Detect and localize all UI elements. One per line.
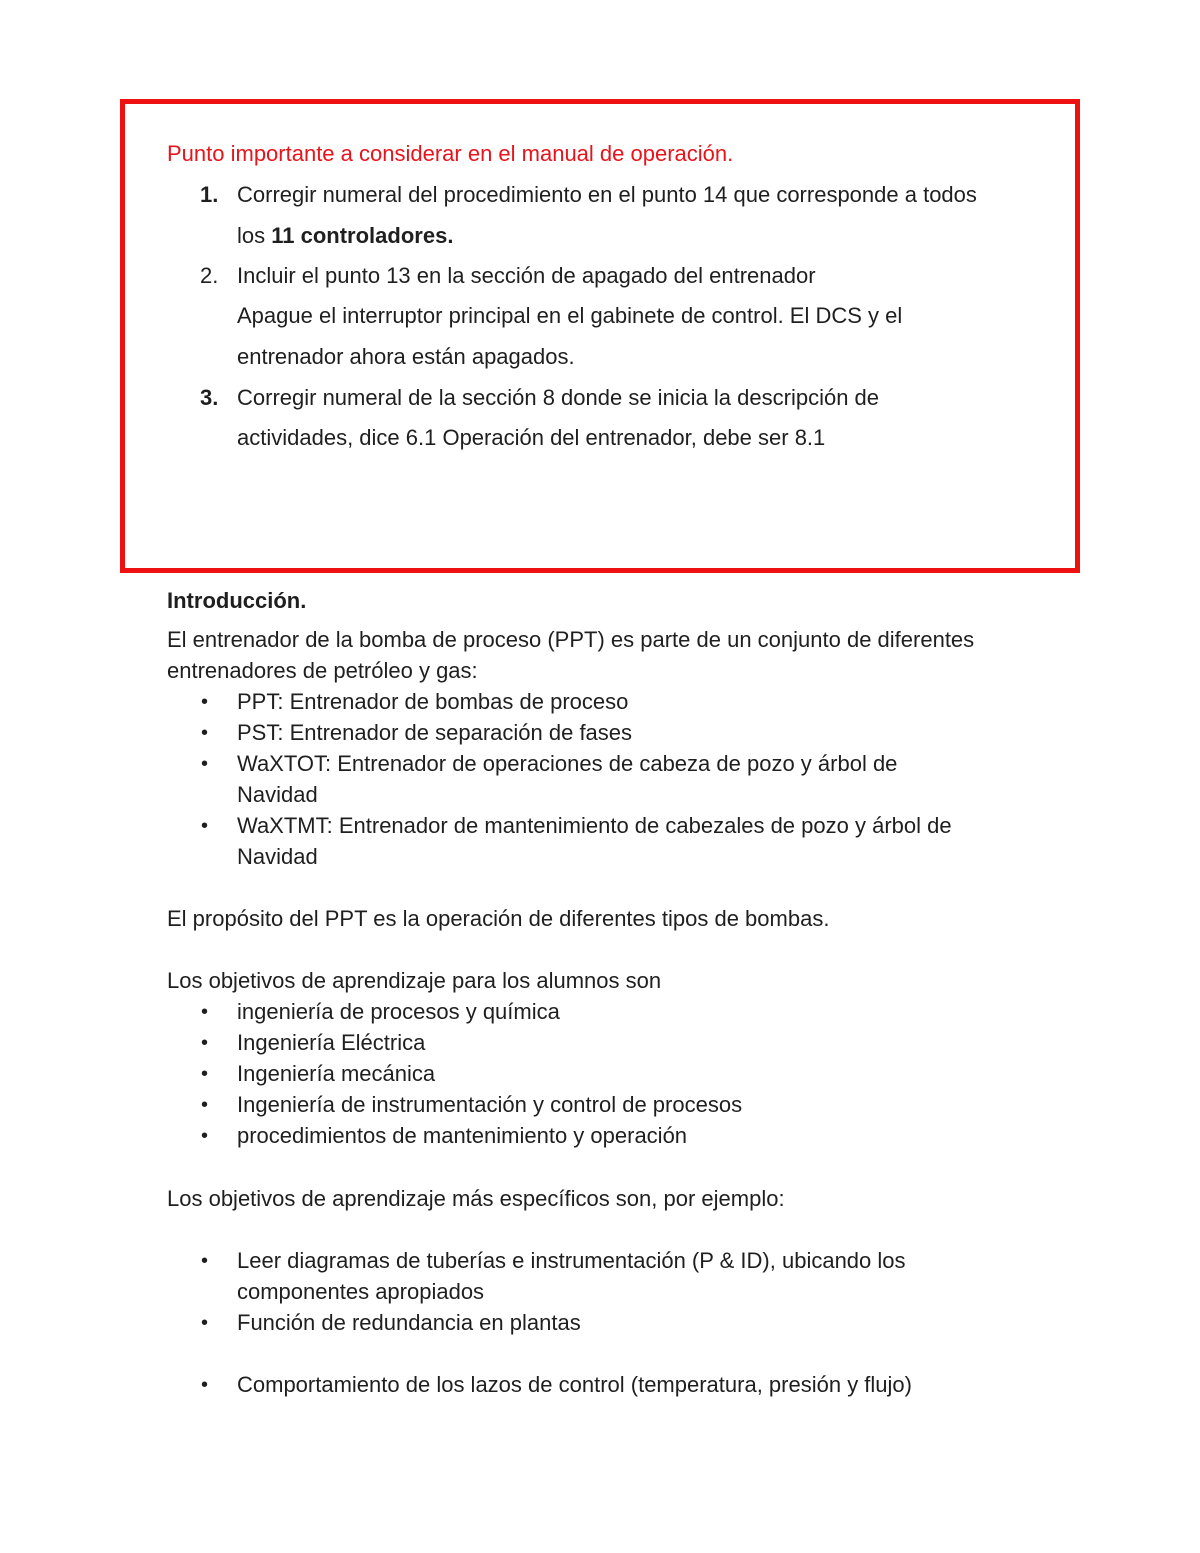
note-item-3-line-2: actividades, dice 6.1 Operación del entrenador, debe ser 8.1 <box>237 425 826 450</box>
note-item-2-line-1: Incluir el punto 13 en la sección de apagado del entrenador <box>237 263 816 288</box>
list-item-continuation: Navidad <box>237 782 318 807</box>
list-item: PPT: Entrenador de bombas de proceso <box>237 689 629 714</box>
note-item-2-number: 2. <box>200 263 219 288</box>
intro-heading: Introducción. <box>167 588 307 613</box>
bullet-icon: • <box>201 753 209 775</box>
note-item-3-number: 3. <box>200 385 219 410</box>
note-item-3-line-1: Corregir numeral de la sección 8 donde se inicia la descripción de <box>237 385 880 410</box>
list-item-continuation: Navidad <box>237 844 318 869</box>
note-item-1-prefix: los <box>237 223 272 248</box>
note-item-1-emphasis: 11 controladores. <box>271 223 454 248</box>
note-item-1-line-1: Corregir numeral del procedimiento en el punto 14 que corresponde a todos <box>237 182 977 207</box>
note-item-2-line-2: Apague el interruptor principal en el gabinete de control. El DCS y el <box>237 303 903 328</box>
intro-paragraph-line-1: El entrenador de la bomba de proceso (PPT) es parte de un conjunto de diferentes <box>167 627 975 652</box>
list-item: Ingeniería de instrumentación y control de procesos <box>237 1092 743 1117</box>
objectives-lead: Los objetivos de aprendizaje para los alumnos son <box>167 968 662 993</box>
list-item: Comportamiento de los lazos de control (temperatura, presión y flujo) <box>237 1372 912 1397</box>
list-item: procedimientos de mantenimiento y operación <box>237 1123 688 1148</box>
list-item: WaXTOT: Entrenador de operaciones de cabeza de pozo y árbol de <box>237 751 898 776</box>
note-item-1-line-2 <box>237 222 453 250</box>
list-item: Ingeniería mecánica <box>237 1061 436 1086</box>
bullet-icon: • <box>201 722 209 744</box>
bullet-icon: • <box>201 1094 209 1116</box>
bullet-icon: • <box>201 1125 209 1147</box>
bullet-icon: • <box>201 1001 209 1023</box>
list-item: Ingeniería Eléctrica <box>237 1030 426 1055</box>
purpose-paragraph: El propósito del PPT es la operación de diferentes tipos de bombas. <box>167 906 830 931</box>
list-item: Función de redundancia en plantas <box>237 1310 581 1335</box>
bullet-icon: • <box>201 1063 209 1085</box>
list-item-continuation: componentes apropiados <box>237 1279 485 1304</box>
list-item: WaXTMT: Entrenador de mantenimiento de cabezales de pozo y árbol de <box>237 813 952 838</box>
list-item: PST: Entrenador de separación de fases <box>237 720 633 745</box>
bullet-icon: • <box>201 1312 209 1334</box>
note-title: Punto importante a considerar en el manual de operación. <box>167 141 734 166</box>
bullet-icon: • <box>201 815 209 837</box>
bullet-icon: • <box>201 1032 209 1054</box>
important-note-box <box>120 99 1080 573</box>
list-item: ingeniería de procesos y química <box>237 999 560 1024</box>
bullet-icon: • <box>201 1250 209 1272</box>
note-item-2-line-3: entrenador ahora están apagados. <box>237 344 575 369</box>
intro-paragraph-line-2: entrenadores de petróleo y gas: <box>167 658 478 683</box>
bullet-icon: • <box>201 1374 209 1396</box>
specific-objectives-lead: Los objetivos de aprendizaje más específicos son, por ejemplo: <box>167 1186 785 1211</box>
bullet-icon: • <box>201 691 209 713</box>
list-item: Leer diagramas de tuberías e instrumentación (P & ID), ubicando los <box>237 1248 906 1273</box>
note-item-1-number: 1. <box>200 182 219 207</box>
